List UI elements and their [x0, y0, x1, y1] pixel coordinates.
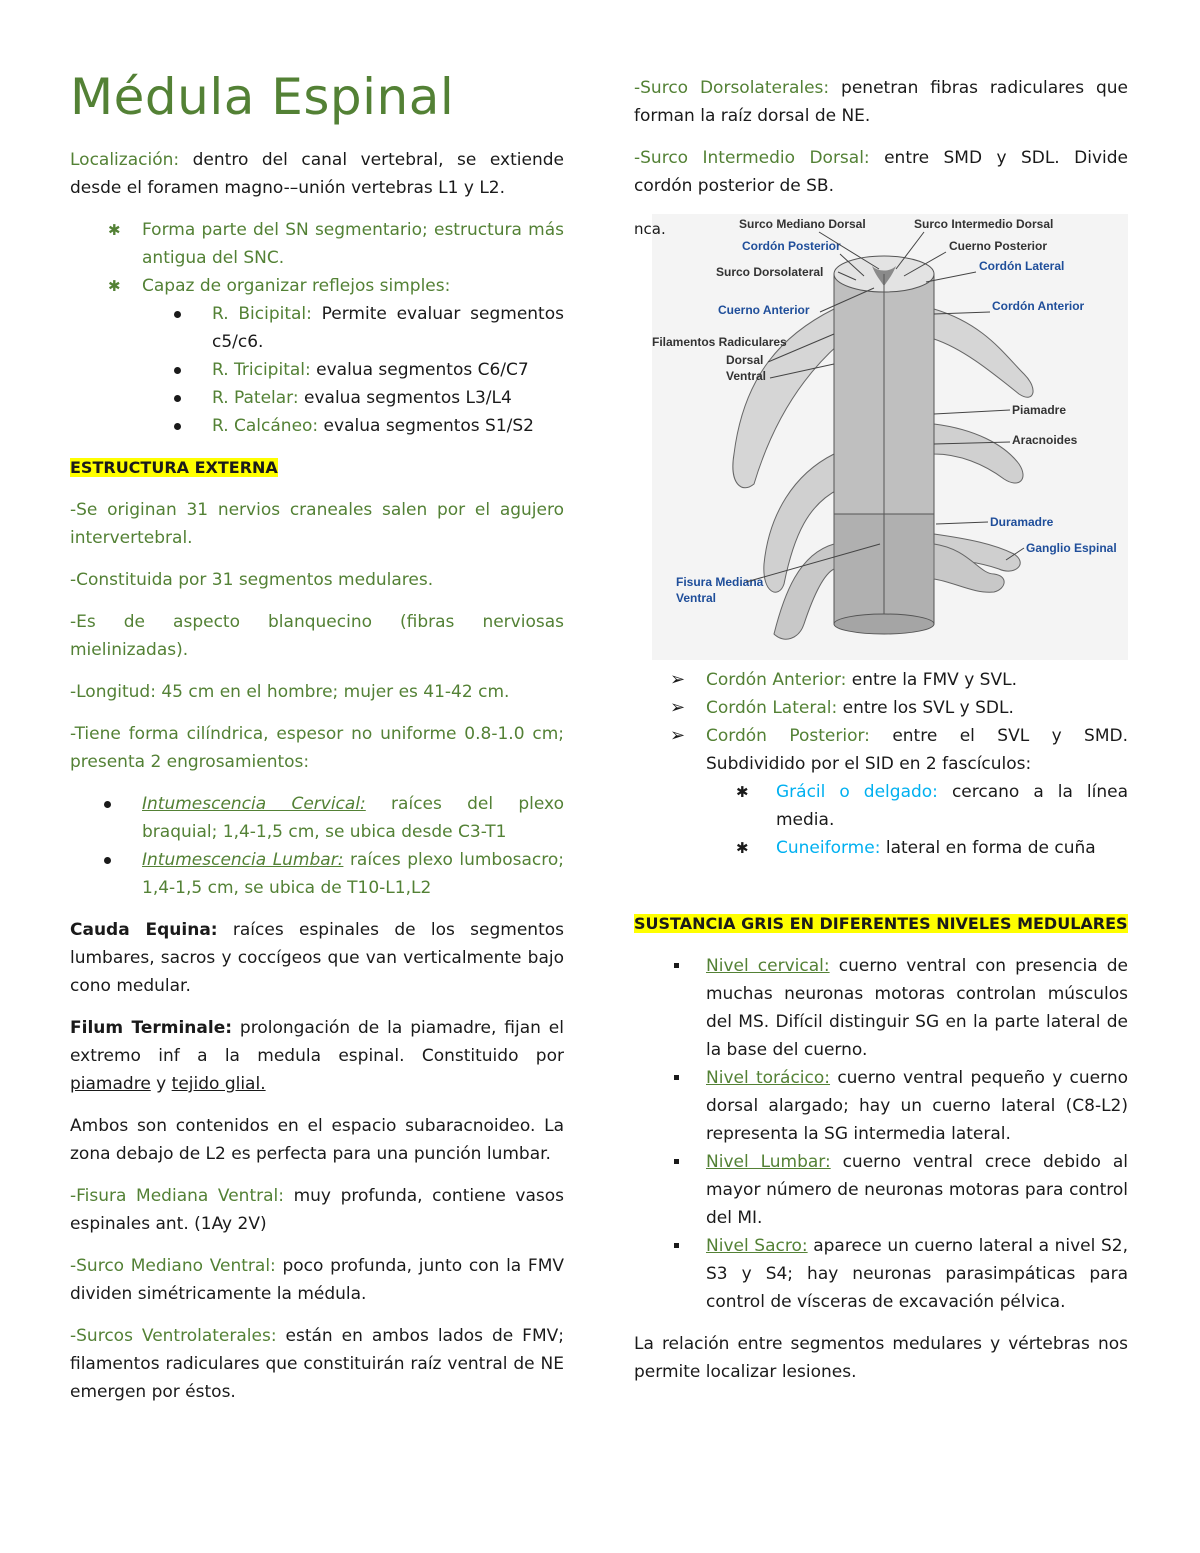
label-surco-dorsolateral: Surco Dorsolateral	[716, 265, 824, 279]
label-piamadre: Piamadre	[1012, 403, 1067, 417]
intumescencias-list	[70, 790, 564, 902]
left-column	[70, 62, 564, 1420]
reflexes-list	[70, 300, 564, 440]
paragraph: -Tiene forma cilíndrica, espesor no uniforme 0.8-1.0 cm; presenta 2 engrosamientos:	[70, 724, 564, 772]
ambos-paragraph: Ambos son contenidos en el espacio subaracnoideo. La zona debajo de L2 es perfecta para una punción lumbar.	[70, 1116, 564, 1164]
section-heading-estructura: ESTRUCTURA EXTERNA	[70, 458, 278, 477]
filum-paragraph: Filum Terminale: prolongación de la piamadre, fijan el extremo inf a la medula espinal. Constituido por piamadre y tejido glial.	[70, 1018, 564, 1094]
fasciculos-list	[634, 778, 1128, 862]
arrow-bullet-icon: ➢	[670, 725, 686, 746]
label-ventral: Ventral	[726, 369, 767, 383]
surco-mv-paragraph: -Surco Mediano Ventral: poco profunda, junto con la FMV dividen simétricamente la médula.	[70, 1256, 564, 1304]
list-item: ➢ Cordón Anterior: entre la FMV y SVL.	[634, 666, 1128, 694]
list-item: Nivel torácico: cuerno ventral pequeño y cuerno dorsal alargado; hay un cuerno lateral (C8-L2) representa la SG intermedia lateral.	[634, 1064, 1128, 1148]
label-cuerno-anterior: Cuerno Anterior	[718, 303, 810, 317]
asterisk-bullet-icon: ✱	[736, 783, 749, 801]
asterisk-bullet-icon: ✱	[736, 839, 749, 857]
localizacion-paragraph	[70, 146, 564, 202]
surcos-vl-paragraph: -Surcos Ventrolaterales: están en ambos lados de FMV; filamentos radiculares que constituirán raíz ventral de NE emergen por éstos.	[70, 1326, 564, 1402]
list-item: R. Calcáneo: evalua segmentos S1/S2	[70, 412, 564, 440]
list-item: Nivel Sacro: aparece un cuerno lateral a nivel S2, S3 y S4; hay neuronas parasimpáticas para control de vísceras de excavación pélvica.	[634, 1232, 1128, 1316]
list-item: ✱ Grácil o delgado: cercano a la línea media.	[634, 778, 1128, 834]
list-item: Nivel cervical: cuerno ventral con presencia de muchas neuronas motoras controlan músculos del MS. Difícil distinguir SG en la parte lateral de la base del cuerno.	[634, 952, 1128, 1064]
label-aracnoides: Aracnoides	[1012, 433, 1078, 447]
list-item: ✱ Forma parte del SN segmentario; estructura más antigua del SNC.	[70, 216, 564, 272]
bullet-dot-icon	[174, 367, 181, 374]
list-item: R. Tricipital: evalua segmentos C6/C7	[70, 356, 564, 384]
label-fisura-mediana: Fisura Mediana	[676, 575, 764, 589]
label-surco-intermedio-dorsal: Surco Intermedio Dorsal	[914, 217, 1054, 231]
bullet-dot-icon	[174, 311, 181, 318]
label-duramadre: Duramadre	[990, 515, 1054, 529]
list-item: R. Patelar: evalua segmentos L3/L4	[70, 384, 564, 412]
paragraph: -Longitud: 45 cm en el hombre; mujer es 41-42 cm.	[70, 682, 510, 702]
cordones-list	[634, 666, 1128, 778]
square-bullet-icon	[674, 963, 679, 968]
spinal-cord-illustration	[634, 214, 1128, 660]
square-bullet-icon	[674, 1243, 679, 1248]
label-filamentos-radiculares: Filamentos Radiculares	[652, 335, 787, 349]
square-bullet-icon	[674, 1159, 679, 1164]
localizacion-label: Localización:	[70, 150, 180, 170]
list-item: ✱ Capaz de organizar reflejos simples:	[70, 272, 564, 300]
arrow-bullet-icon: ➢	[670, 669, 686, 690]
page-title: Médula Espinal	[70, 68, 455, 126]
list-item: ➢ Cordón Posterior: entre el SVL y SMD. Subdividido por el SID en 2 fascículos:	[634, 722, 1128, 778]
paragraph: -Se originan 31 nervios craneales salen por el agujero intervertebral.	[70, 500, 564, 548]
general-bullets	[70, 216, 564, 300]
fisura-paragraph: -Fisura Mediana Ventral: muy profunda, contiene vasos espinales ant. (1Ay 2V)	[70, 1186, 564, 1234]
bullet-dot-icon	[174, 423, 181, 430]
label-cordon-lateral: Cordón Lateral	[979, 259, 1065, 273]
surco-dl-paragraph: -Surco Dorsolaterales: penetran fibras radiculares que forman la raíz dorsal de NE.	[634, 78, 1128, 126]
list-item: Intumescencia Cervical: raíces del plexo braquial; 1,4-1,5 cm, se ubica desde C3-T1	[70, 790, 564, 846]
list-item: R. Bicipital: Permite evaluar segmentos c5/c6.	[70, 300, 564, 356]
closing-paragraph: La relación entre segmentos medulares y vértebras nos permite localizar lesiones.	[634, 1334, 1128, 1382]
label-cordon-anterior: Cordón Anterior	[992, 299, 1085, 313]
label-cordon-posterior: Cordón Posterior	[742, 239, 841, 253]
list-item: Intumescencia Lumbar: raíces plexo lumbosacro; 1,4-1,5 cm, se ubica de T10-L1,L2	[70, 846, 564, 902]
cauda-paragraph: Cauda Equina: raíces espinales de los segmentos lumbares, sacros y coccígeos que van verticalmente bajo cono medular.	[70, 920, 564, 996]
label-dorsal: Dorsal	[726, 353, 764, 367]
bullet-dot-icon	[104, 857, 111, 864]
label-fisura-ventral: Ventral	[676, 591, 717, 605]
list-item: ➢ Cordón Lateral: entre los SVL y SDL.	[634, 694, 1128, 722]
bullet-dot-icon	[104, 801, 111, 808]
list-item: ✱ Cuneiforme: lateral en forma de cuña	[634, 834, 1128, 862]
label-cuerno-posterior: Cuerno Posterior	[949, 239, 1048, 253]
paragraph: -Es de aspecto blanquecino (fibras nerviosas mielinizadas).	[70, 612, 564, 660]
arrow-bullet-icon: ➢	[670, 697, 686, 718]
label-surco-mediano-dorsal: Surco Mediano Dorsal	[739, 217, 866, 231]
asterisk-bullet-icon: ✱	[108, 277, 121, 295]
localizacion-text: dentro del canal vertebral, se extiende desde el foramen magno-–unión vertebras L1 y L2.	[70, 150, 564, 198]
bullet-dot-icon	[174, 395, 181, 402]
asterisk-bullet-icon: ✱	[108, 221, 121, 239]
square-bullet-icon	[674, 1075, 679, 1080]
spacer	[634, 876, 1128, 910]
right-column	[634, 74, 1128, 1400]
niveles-list	[634, 952, 1128, 1316]
label-ganglio-espinal: Ganglio Espinal	[1026, 541, 1117, 555]
surco-id-paragraph: -Surco Intermedio Dorsal: entre SMD y SDL. Divide cordón posterior de SB.	[634, 148, 1128, 196]
paragraph: -Constituida por 31 segmentos medulares.	[70, 570, 434, 590]
fragment-text: nca.	[634, 220, 666, 238]
spinal-cord-figure	[634, 214, 1128, 660]
list-item: Nivel Lumbar: cuerno ventral crece debido al mayor número de neuronas motoras para control del MI.	[634, 1148, 1128, 1232]
section-heading-sustancia-gris: SUSTANCIA GRIS EN DIFERENTES NIVELES MEDULARES	[634, 914, 1128, 933]
